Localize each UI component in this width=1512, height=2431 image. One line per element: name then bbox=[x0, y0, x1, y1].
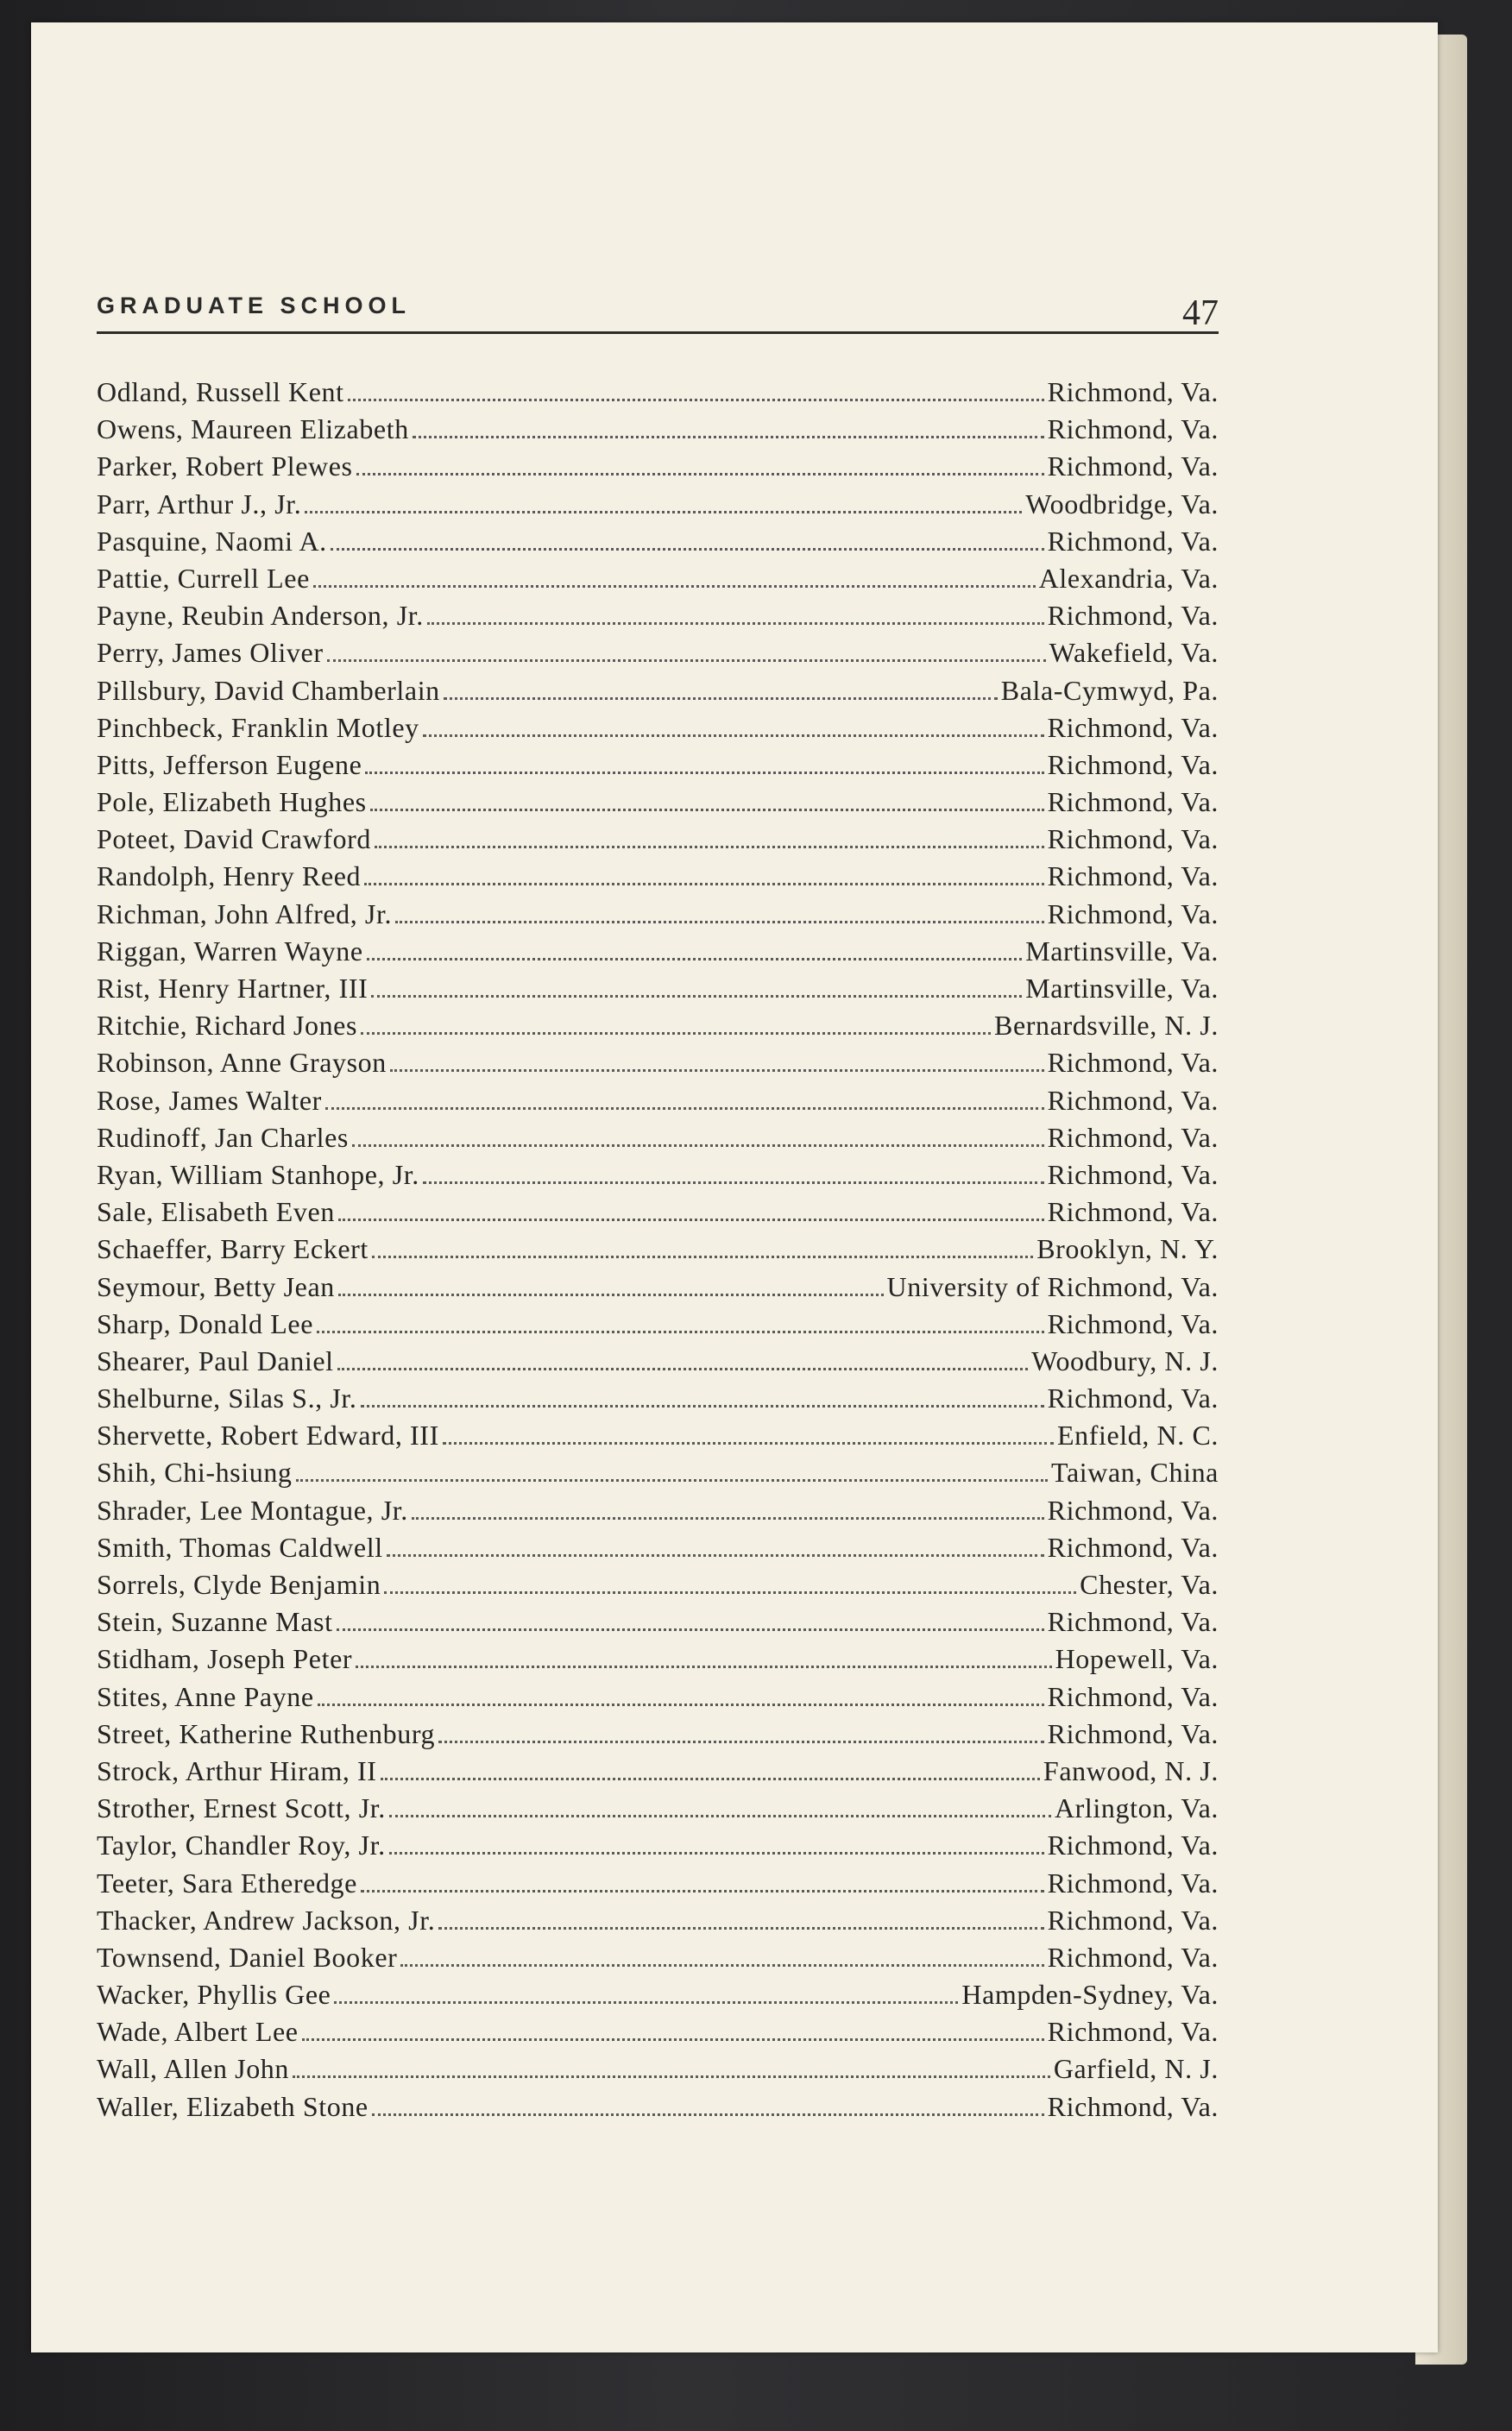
dot-leader bbox=[356, 467, 1044, 475]
list-item bbox=[97, 1159, 1219, 1196]
hometown: Hopewell, Va. bbox=[1055, 1643, 1219, 1675]
hometown: Taiwan, China bbox=[1051, 1457, 1219, 1489]
list-item bbox=[97, 1382, 1219, 1420]
student-name: Strother, Ernest Scott, Jr. bbox=[97, 1792, 386, 1824]
dot-leader bbox=[375, 840, 1044, 848]
list-item bbox=[97, 1792, 1219, 1830]
list-item bbox=[97, 1196, 1219, 1233]
list-item bbox=[97, 1271, 1219, 1308]
list-item bbox=[97, 1532, 1219, 1569]
student-name: Thacker, Andrew Jackson, Jr. bbox=[97, 1904, 436, 1936]
dot-leader bbox=[443, 1436, 1054, 1445]
list-item bbox=[97, 1569, 1219, 1606]
student-name: Robinson, Anne Grayson bbox=[97, 1047, 387, 1079]
hometown: Richmond, Va. bbox=[1047, 413, 1219, 445]
list-item bbox=[97, 526, 1219, 563]
list-item bbox=[97, 1606, 1219, 1643]
hometown: Richmond, Va. bbox=[1047, 860, 1219, 892]
hometown: Richmond, Va. bbox=[1047, 786, 1219, 818]
hometown: Richmond, Va. bbox=[1047, 2016, 1219, 2048]
list-item bbox=[97, 1905, 1219, 1942]
student-name: Owens, Maureen Elizabeth bbox=[97, 413, 409, 445]
hometown: Richmond, Va. bbox=[1047, 1084, 1219, 1116]
student-name: Randolph, Henry Reed bbox=[97, 860, 362, 892]
dot-leader bbox=[438, 1735, 1044, 1743]
list-item bbox=[97, 749, 1219, 786]
list-item bbox=[97, 898, 1219, 935]
hometown: Richmond, Va. bbox=[1047, 1941, 1219, 1973]
student-name: Richman, John Alfred, Jr. bbox=[97, 897, 393, 929]
dot-leader bbox=[318, 1697, 1044, 1706]
student-name: Taylor, Chandler Roy, Jr. bbox=[97, 1830, 386, 1861]
student-name: Sorrels, Clyde Benjamin bbox=[97, 1569, 381, 1600]
dot-leader bbox=[334, 1995, 958, 2004]
hometown: Arlington, Va. bbox=[1054, 1792, 1219, 1824]
student-name: Waller, Elizabeth Stone bbox=[97, 2090, 369, 2122]
student-name: Rudinoff, Jan Charles bbox=[97, 1121, 349, 1153]
hometown: Woodbury, N. J. bbox=[1031, 1345, 1219, 1376]
list-item bbox=[97, 935, 1219, 973]
list-item bbox=[97, 860, 1219, 897]
student-name: Shervette, Robert Edward, III bbox=[97, 1420, 439, 1452]
hometown: Richmond, Va. bbox=[1047, 1830, 1219, 1861]
student-name: Pitts, Jefferson Eugene bbox=[97, 748, 362, 780]
list-item bbox=[97, 1942, 1219, 1979]
student-name: Pillsbury, David Chamberlain bbox=[97, 674, 440, 706]
hometown: Richmond, Va. bbox=[1047, 1867, 1219, 1899]
hometown: Martinsville, Va. bbox=[1025, 973, 1219, 1004]
hometown: Richmond, Va. bbox=[1047, 1121, 1219, 1153]
student-name: Stidham, Joseph Peter bbox=[97, 1643, 353, 1675]
list-item bbox=[97, 823, 1219, 860]
student-name: Wall, Allen John bbox=[97, 2053, 290, 2085]
student-name: Parr, Arthur J., Jr. bbox=[97, 488, 302, 520]
student-name: Shelburne, Silas S., Jr. bbox=[97, 1382, 357, 1414]
student-name: Wacker, Phyllis Gee bbox=[97, 1979, 331, 2011]
student-name: Pole, Elizabeth Hughes bbox=[97, 786, 367, 818]
dot-leader bbox=[372, 2107, 1044, 2116]
student-name: Wade, Albert Lee bbox=[97, 2016, 299, 2048]
hometown: Richmond, Va. bbox=[1047, 711, 1219, 743]
list-item bbox=[97, 1457, 1219, 1494]
student-name: Parker, Robert Plewes bbox=[97, 450, 353, 482]
student-name: Odland, Russell Kent bbox=[97, 376, 344, 407]
hometown: Richmond, Va. bbox=[1047, 1680, 1219, 1712]
hometown: Richmond, Va. bbox=[1047, 1158, 1219, 1190]
list-item bbox=[97, 1345, 1219, 1382]
running-head: GRADUATE SCHOOL bbox=[97, 293, 411, 318]
student-name: Stein, Suzanne Mast bbox=[97, 1606, 333, 1638]
list-item bbox=[97, 973, 1219, 1010]
hometown: Martinsville, Va. bbox=[1025, 935, 1219, 967]
student-name: Shih, Chi-hsiung bbox=[97, 1457, 293, 1489]
dot-leader bbox=[389, 1809, 1051, 1817]
hometown: Richmond, Va. bbox=[1047, 1382, 1219, 1414]
dot-leader bbox=[365, 765, 1043, 774]
list-item bbox=[97, 563, 1219, 600]
student-name: Poteet, David Crawford bbox=[97, 823, 372, 855]
dot-leader bbox=[364, 877, 1044, 885]
student-name: Street, Katherine Ruthenburg bbox=[97, 1717, 436, 1749]
hometown: Richmond, Va. bbox=[1047, 1904, 1219, 1936]
dot-leader bbox=[372, 1250, 1033, 1258]
list-item bbox=[97, 1047, 1219, 1084]
page-header bbox=[97, 262, 1219, 334]
hometown: Fanwood, N. J. bbox=[1043, 1754, 1219, 1786]
list-item bbox=[97, 488, 1219, 526]
list-item bbox=[97, 1495, 1219, 1532]
hometown: Brooklyn, N. Y. bbox=[1036, 1233, 1219, 1265]
dot-leader bbox=[361, 1026, 991, 1035]
list-item bbox=[97, 1830, 1219, 1867]
dot-leader bbox=[325, 1101, 1044, 1110]
list-item bbox=[97, 450, 1219, 488]
dot-leader bbox=[438, 1921, 1043, 1930]
dot-leader bbox=[313, 579, 1036, 588]
student-name: Pasquine, Naomi A. bbox=[97, 525, 327, 557]
list-item bbox=[97, 1755, 1219, 1792]
list-item bbox=[97, 1867, 1219, 1905]
student-name: Rose, James Walter bbox=[97, 1084, 322, 1116]
list-item bbox=[97, 1718, 1219, 1755]
hometown: Richmond, Va. bbox=[1047, 823, 1219, 855]
dot-leader bbox=[361, 1399, 1044, 1408]
dot-leader bbox=[384, 1585, 1076, 1594]
hometown: Richmond, Va. bbox=[1047, 450, 1219, 482]
hometown: Richmond, Va. bbox=[1047, 748, 1219, 780]
student-name: Smith, Thomas Caldwell bbox=[97, 1531, 383, 1563]
hometown: Richmond, Va. bbox=[1047, 1606, 1219, 1638]
dot-leader bbox=[395, 915, 1044, 923]
hometown: Richmond, Va. bbox=[1047, 2090, 1219, 2122]
dot-leader bbox=[337, 1622, 1044, 1631]
list-item bbox=[97, 1085, 1219, 1122]
student-name: Ryan, William Stanhope, Jr. bbox=[97, 1158, 419, 1190]
student-name: Shearer, Paul Daniel bbox=[97, 1345, 334, 1376]
hometown: Richmond, Va. bbox=[1047, 897, 1219, 929]
hometown: Enfield, N. C. bbox=[1056, 1420, 1219, 1452]
hometown: Wakefield, Va. bbox=[1049, 637, 1219, 669]
student-name: Strock, Arthur Hiram, II bbox=[97, 1754, 377, 1786]
list-item bbox=[97, 1643, 1219, 1680]
student-name: Townsend, Daniel Booker bbox=[97, 1941, 398, 1973]
hometown: Bernardsville, N. J. bbox=[994, 1010, 1219, 1042]
list-item bbox=[97, 1681, 1219, 1718]
hometown: Woodbridge, Va. bbox=[1025, 488, 1219, 520]
hometown: Richmond, Va. bbox=[1047, 1307, 1219, 1339]
dot-leader bbox=[293, 2069, 1050, 2078]
dot-leader bbox=[367, 952, 1023, 960]
dot-leader bbox=[348, 393, 1044, 401]
dot-leader bbox=[381, 1772, 1040, 1780]
page-number: 47 bbox=[1182, 293, 1219, 333]
list-item bbox=[97, 1233, 1219, 1270]
list-item bbox=[97, 2016, 1219, 2053]
list-item bbox=[97, 376, 1219, 413]
dot-leader bbox=[444, 691, 998, 700]
student-name: Shrader, Lee Montague, Jr. bbox=[97, 1494, 408, 1526]
list-item bbox=[97, 2053, 1219, 2090]
student-name: Perry, James Oliver bbox=[97, 637, 324, 669]
list-item bbox=[97, 413, 1219, 450]
dot-leader bbox=[390, 1063, 1044, 1072]
hometown: Richmond, Va. bbox=[1047, 1196, 1219, 1228]
student-name: Stites, Anne Payne bbox=[97, 1680, 314, 1712]
list-item bbox=[97, 1979, 1219, 2016]
student-name: Sale, Elisabeth Even bbox=[97, 1196, 335, 1228]
student-name: Sharp, Donald Lee bbox=[97, 1307, 314, 1339]
student-name: Schaeffer, Barry Eckert bbox=[97, 1233, 369, 1265]
dot-leader bbox=[352, 1138, 1044, 1147]
list-item bbox=[97, 1420, 1219, 1457]
list-item bbox=[97, 1122, 1219, 1159]
dot-leader bbox=[302, 2032, 1044, 2041]
list-item bbox=[97, 2091, 1219, 2128]
student-list bbox=[97, 376, 1219, 2128]
dot-leader bbox=[412, 1511, 1044, 1520]
list-item bbox=[97, 1010, 1219, 1047]
dot-leader bbox=[338, 1212, 1044, 1221]
list-item bbox=[97, 675, 1219, 712]
student-name: Payne, Reubin Anderson, Jr. bbox=[97, 600, 424, 632]
book-page bbox=[31, 22, 1438, 2352]
dot-leader bbox=[427, 616, 1044, 625]
list-item bbox=[97, 1308, 1219, 1345]
student-name: Pattie, Currell Lee bbox=[97, 562, 310, 594]
hometown: Richmond, Va. bbox=[1047, 1531, 1219, 1563]
dot-leader bbox=[387, 1548, 1044, 1557]
dot-leader bbox=[327, 653, 1046, 662]
dot-leader bbox=[389, 1846, 1044, 1855]
hometown: Richmond, Va. bbox=[1047, 1717, 1219, 1749]
student-name: Seymour, Betty Jean bbox=[97, 1270, 335, 1302]
dot-leader bbox=[413, 430, 1044, 438]
dot-leader bbox=[331, 542, 1044, 551]
list-item bbox=[97, 712, 1219, 749]
list-item bbox=[97, 600, 1219, 637]
dot-leader bbox=[338, 1288, 884, 1296]
hometown: University of Richmond, Va. bbox=[886, 1270, 1219, 1302]
dot-leader bbox=[305, 505, 1022, 513]
dot-leader bbox=[400, 1958, 1043, 1967]
hometown: Alexandria, Va. bbox=[1038, 562, 1219, 594]
student-name: Riggan, Warren Wayne bbox=[97, 935, 363, 967]
dot-leader bbox=[423, 1175, 1044, 1184]
dot-leader bbox=[356, 1660, 1051, 1668]
dot-leader bbox=[361, 1884, 1044, 1893]
student-name: Teeter, Sara Etheredge bbox=[97, 1867, 357, 1899]
hometown: Garfield, N. J. bbox=[1053, 2053, 1219, 2085]
hometown: Richmond, Va. bbox=[1047, 376, 1219, 407]
dot-leader bbox=[317, 1325, 1044, 1333]
hometown: Chester, Va. bbox=[1080, 1569, 1219, 1600]
dot-leader bbox=[337, 1362, 1029, 1370]
list-item bbox=[97, 637, 1219, 674]
hometown: Richmond, Va. bbox=[1047, 525, 1219, 557]
hometown: Bala-Cymwyd, Pa. bbox=[1000, 674, 1219, 706]
dot-leader bbox=[296, 1473, 1049, 1482]
student-name: Pinchbeck, Franklin Motley bbox=[97, 711, 419, 743]
student-name: Rist, Henry Hartner, III bbox=[97, 973, 369, 1004]
list-item bbox=[97, 786, 1219, 823]
hometown: Hampden-Sydney, Va. bbox=[961, 1979, 1219, 2011]
hometown: Richmond, Va. bbox=[1047, 600, 1219, 632]
dot-leader bbox=[370, 803, 1044, 811]
dot-leader bbox=[371, 989, 1022, 998]
student-name: Ritchie, Richard Jones bbox=[97, 1010, 358, 1042]
dot-leader bbox=[423, 728, 1044, 737]
hometown: Richmond, Va. bbox=[1047, 1494, 1219, 1526]
hometown: Richmond, Va. bbox=[1047, 1047, 1219, 1079]
